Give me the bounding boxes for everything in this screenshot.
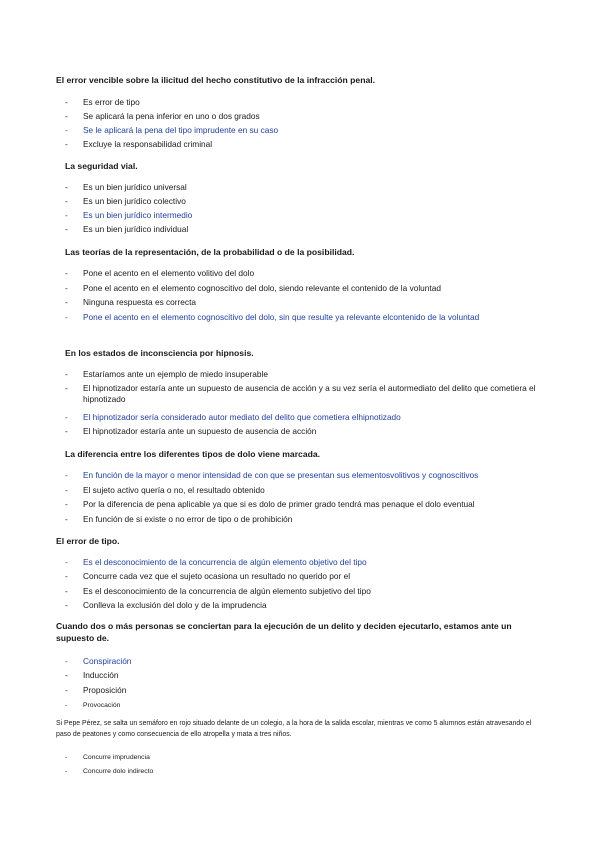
answer-option: Proposición [83,685,127,695]
correct-answer-option: Es un bien jurídico intermedio [83,210,193,220]
bullet-dash: - [65,196,68,206]
bullet-dash: - [65,470,68,480]
answer-option: El sujeto activo quería o no, el resultado obtenido [83,485,265,495]
bullet-dash: - [65,139,68,149]
answer-option: Concurre dolo indirecto [83,768,154,775]
answer-option: Pone el acento en el elemento cognoscitivo del dolo, siendo relevante el contenido de la voluntad [83,283,441,293]
bullet-dash: - [65,754,68,761]
correct-answer-option: Se le aplicará la pena del tipo imprudente en su caso [83,125,279,135]
question-heading: En los estados de inconsciencia por hipnosis. [65,348,254,358]
answer-option: Es el desconocimiento de la concurrencia de algún elemento subjetivo del tipo [83,586,371,596]
answer-option: El hipnotizador estaría ante un supuesto de ausencia de acción [83,426,317,436]
question-heading: La seguridad vial. [65,161,138,171]
bullet-dash: - [65,485,68,495]
answer-option: Es un bien jurídico universal [83,182,187,192]
bullet-dash: - [65,125,68,135]
bullet-dash: - [65,670,68,680]
bullet-dash: - [65,685,68,695]
bullet-dash: - [65,600,68,610]
answer-option: Se aplicará la pena inferior en uno o dos grados [83,111,260,121]
answer-option: El hipnotizador estaría ante un supuesto de ausencia de acción y a su vez sería el autormediato del delito que cometiera el hipnotizado [83,383,536,404]
answer-option: En función de si existe o no error de tipo o de prohibición [83,514,293,524]
bullet-dash: - [65,514,68,524]
correct-answer-option: Es el desconocimiento de la concurrencia de algún elemento objetivo del tipo [83,557,367,567]
bullet-dash: - [65,224,68,234]
answer-option: Por la diferencia de pena aplicable ya que si es dolo de primer grado tendrá mas penaque el dolo eventual [83,499,475,509]
bullet-dash: - [65,210,68,220]
bullet-dash: - [65,383,68,393]
answer-option: Inducción [83,670,119,680]
answer-option: Ninguna respuesta es correcta [83,297,196,307]
answer-option: Estaríamos ante un ejemplo de miedo insuperable [83,369,268,379]
bullet-dash: - [65,268,68,278]
correct-answer-option: El hipnotizador sería considerado autor mediato del delito que cometiera elhipnotizado [83,412,401,422]
answer-option: Provocación [83,702,121,709]
correct-answer-option: Conspiración [83,656,132,666]
bullet-dash: - [65,297,68,307]
bullet-dash: - [65,571,68,581]
answer-option: Conlleva la exclusión del dolo y de la imprudencia [83,600,267,610]
bullet-dash: - [65,656,68,666]
correct-answer-option: En función de la mayor o menor intensidad de con que se presentan sus elementosvolitivos y cognoscitivos [83,470,479,480]
bullet-dash: - [65,283,68,293]
answer-option: Pone el acento en el elemento volitivo del dolo [83,268,255,278]
answer-option: Es un bien jurídico individual [83,224,189,234]
answer-option: Concurre imprudencia [83,754,150,761]
answer-option: Es un bien jurídico colectivo [83,196,186,206]
correct-answer-option: Pone el acento en el elemento cognoscitivo del dolo, sin que resulte ya relevante elcontenido de la voluntad [83,312,480,322]
scenario-paragraph: Si Pepe Pérez, se salta un semáforo en rojo situado delante de un colegio, a la hora de la salida escolar, mientras ve como 5 alumnos están atravesando el paso de peatones y como consecuencia de ello atropella y mata a tres niños. [56,720,532,738]
bullet-dash: - [65,557,68,567]
bullet-dash: - [65,426,68,436]
answer-option: Es error de tipo [83,97,140,107]
bullet-dash: - [65,412,68,422]
bullet-dash: - [65,768,68,775]
question-heading: El error vencible sobre la ilicitud del hecho constitutivo de la infracción penal. [56,75,376,85]
bullet-dash: - [65,111,68,121]
question-heading: Las teorías de la representación, de la probabilidad o de la posibilidad. [65,247,355,257]
answer-option: Concurre cada vez que el sujeto ocasiona un resultado no querido por el [83,571,351,581]
bullet-dash: - [65,312,68,322]
answer-option: Excluye la responsabilidad criminal [83,139,213,149]
bullet-dash: - [65,97,68,107]
question-heading: Cuando dos o más personas se conciertan para la ejecución de un delito y deciden ejecutarlo, estamos ante un supuesto de. [56,621,512,643]
bullet-dash: - [65,182,68,192]
bullet-dash: - [65,369,68,379]
bullet-dash: - [65,499,68,509]
bullet-dash: - [65,702,68,709]
question-heading: La diferencia entre los diferentes tipos de dolo viene marcada. [65,449,321,459]
bullet-dash: - [65,586,68,596]
question-heading: El error de tipo. [56,536,120,546]
